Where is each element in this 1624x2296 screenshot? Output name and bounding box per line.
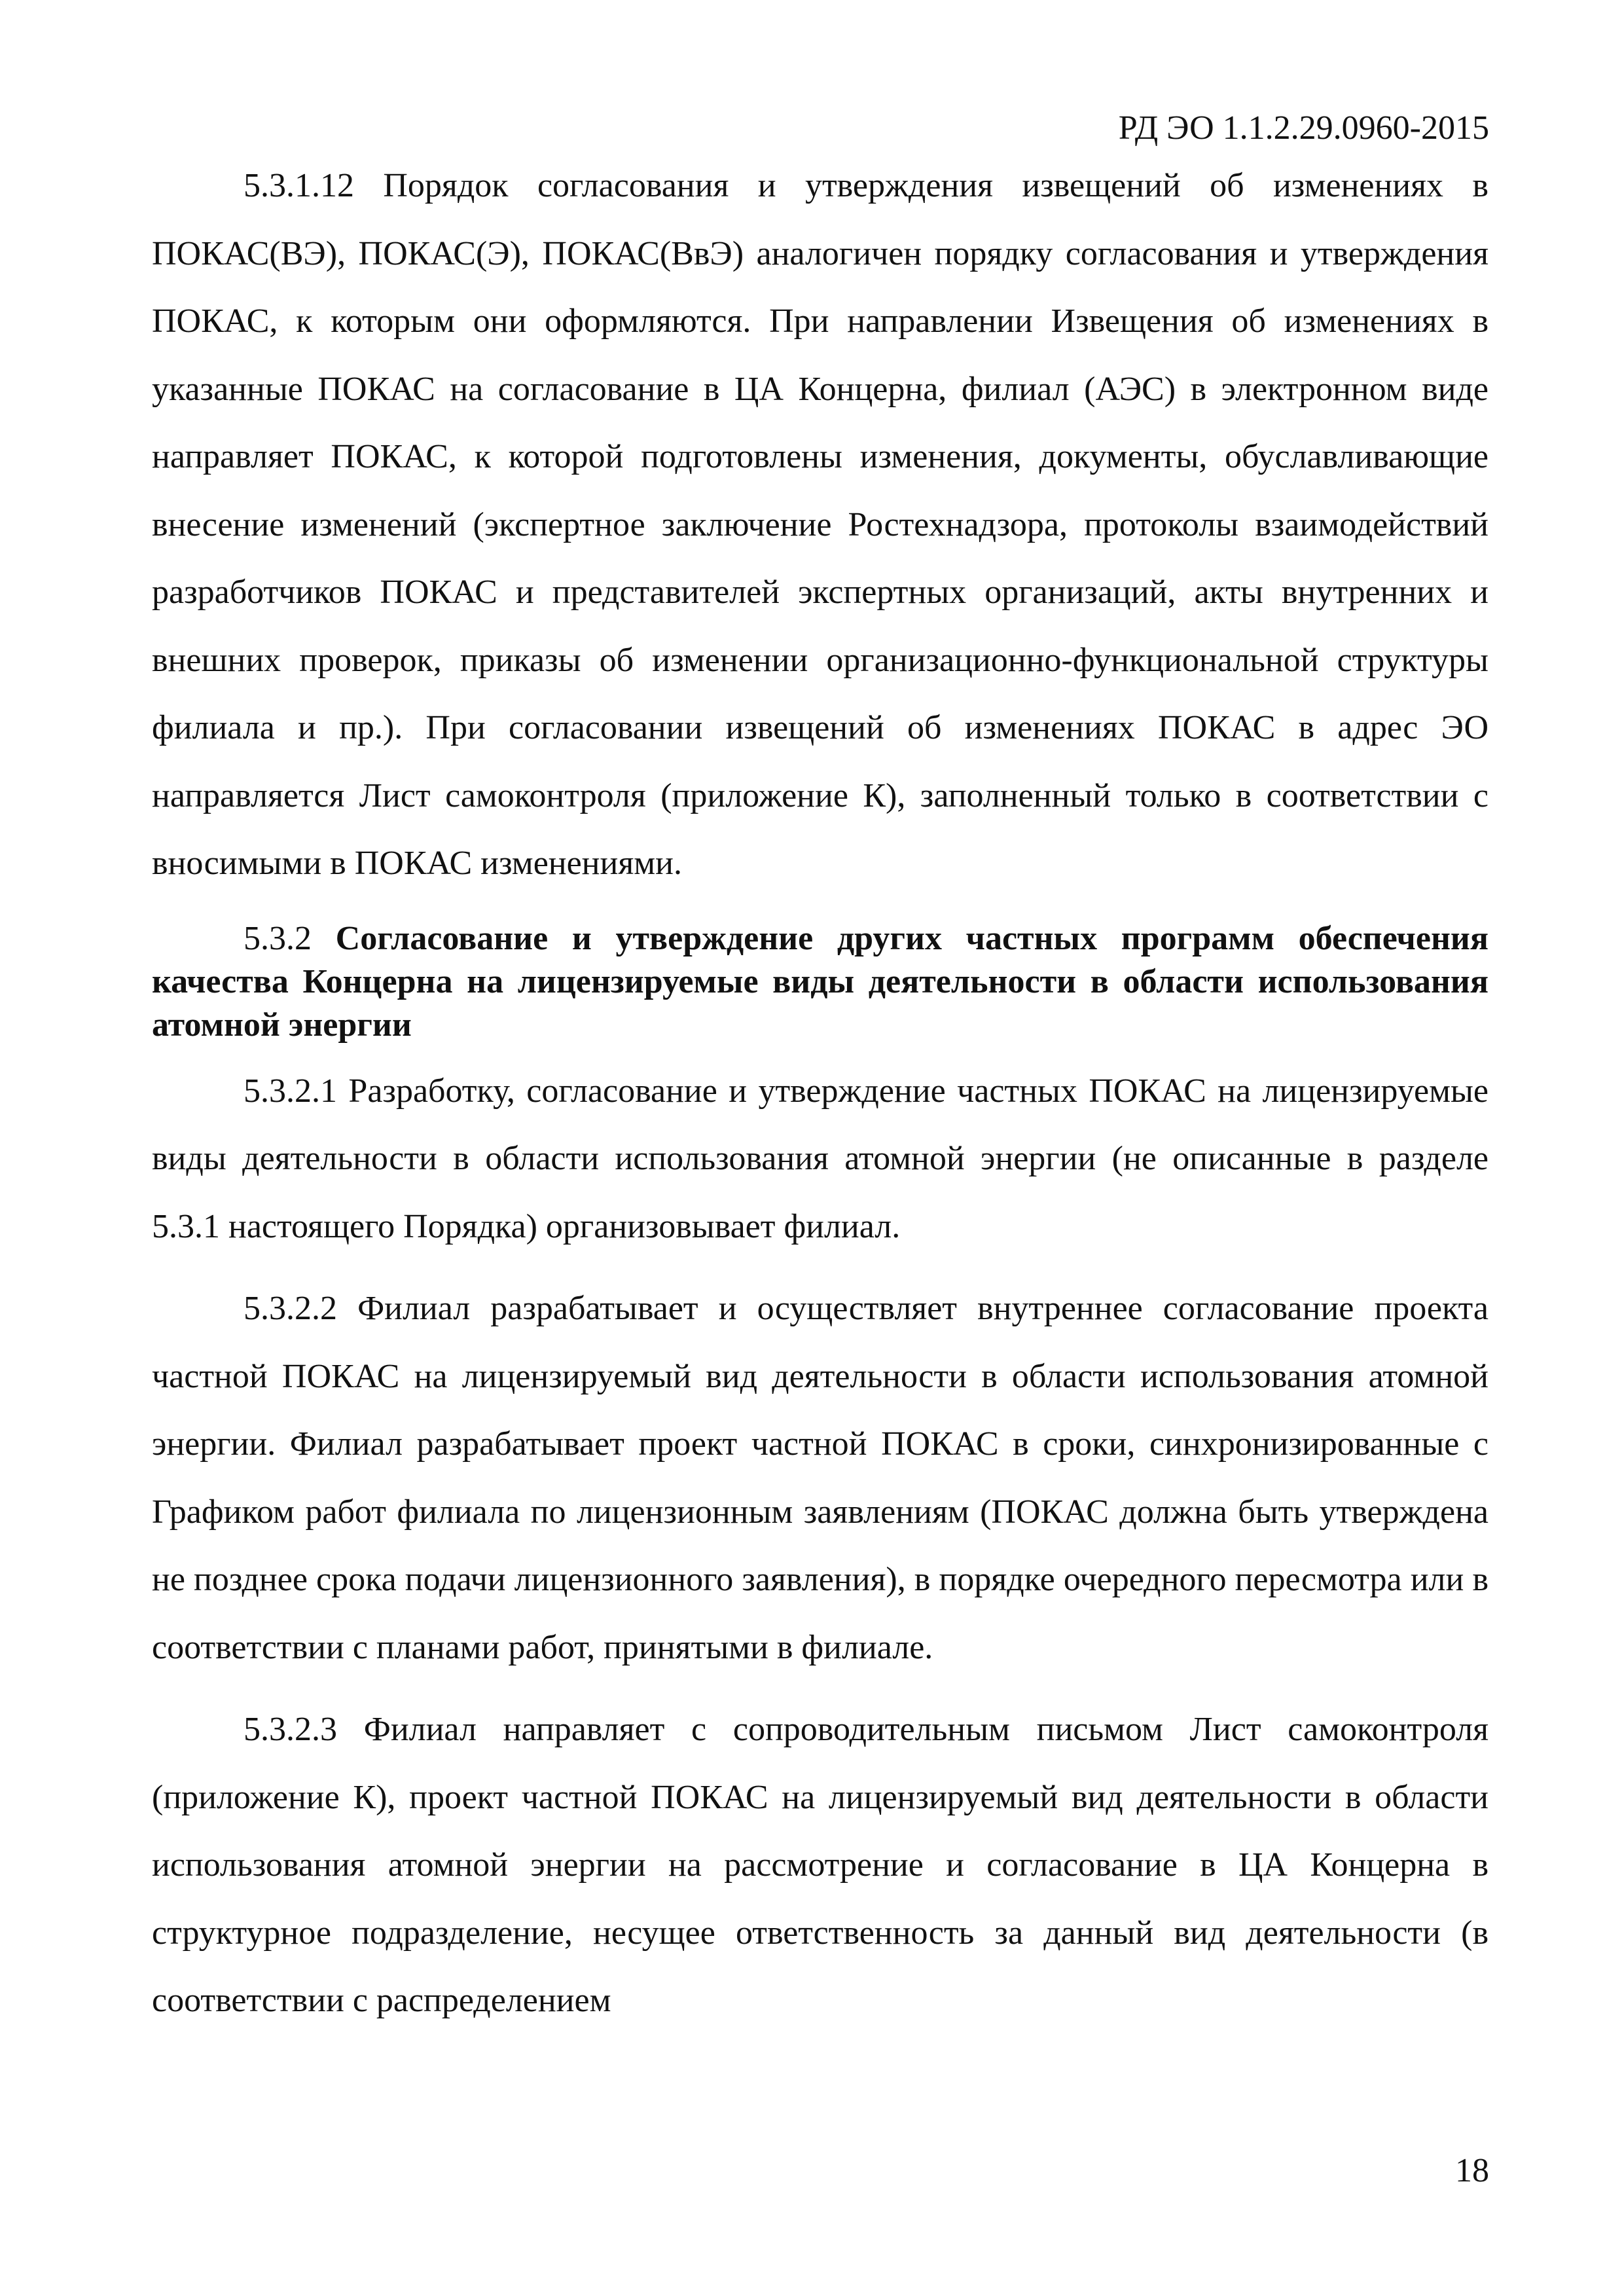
section-heading-5-3-2	[152, 917, 1489, 1047]
page-number: 18	[1455, 2152, 1489, 2189]
section-title: Согласование и утверждение других частных программ обеспечения качества Концерна на лицензируемые виды деятельности в области использования атомной энергии	[152, 919, 1489, 1044]
paragraph-5-3-2-2: 5.3.2.2 Филиал разрабатывает и осуществляет внутреннее согласование проекта частной ПОКАС на лицензируемый вид деятельности в области использования атомной энергии. Филиал разрабатывает проект частной ПОКАС в сроки, синхронизированные с Графиком работ филиала по лицензионным заявлениям (ПОКАС должна быть утверждена не позднее срока подачи лицензионного заявления), в порядке очередного пересмотра или в соответствии с планами работ, принятыми в филиале.	[152, 1290, 1489, 1666]
paragraph-5-3-2-1: 5.3.2.1 Разработку, согласование и утверждение частных ПОКАС на лицензируемые виды деятельности в области использования атомной энергии (не описанные в разделе 5.3.1 настоящего Порядка) организовывает филиал.	[152, 1072, 1489, 1245]
section-number: 5.3.2	[244, 919, 336, 957]
paragraph-5-3-2-3: 5.3.2.3 Филиал направляет с сопроводительным письмом Лист самоконтроля (приложение К), проект частной ПОКАС на лицензируемый вид деятельности в области использования атомной энергии на рассмотрение и согласование в ЦА Концерна в структурное подразделение, несущее ответственность за данный вид деятельности (в соответствии с распределением	[152, 1711, 1489, 2019]
paragraph-5-3-1-12: 5.3.1.12 Порядок согласования и утверждения извещений об изменениях в ПОКАС(ВЭ), ПОКАС(Э), ПОКАС(ВвЭ) аналогичен порядку согласования и утверждения ПОКАС, к которым они оформляются. При направлении Извещения об изменениях в указанные ПОКАС на согласование в ЦА Концерна, филиал (АЭС) в электронном виде направляет ПОКАС, к которой подготовлены изменения, документы, обуславливающие внесение изменений (экспертное заключение Ростехнадзора, протоколы взаимодействий разработчиков ПОКАС и представителей экспертных организаций, акты внутренних и внешних проверок, приказы об изменении организационно-функциональной структуры филиала и пр.). При согласовании извещений об изменениях ПОКАС в адрес ЭО направляется Лист самоконтроля (приложение К), заполненный только в соответствии с вносимыми в ПОКАС изменениями.	[152, 167, 1489, 882]
page-content	[152, 152, 1489, 2035]
document-code: РД ЭО 1.1.2.29.0960-2015	[1118, 109, 1489, 147]
